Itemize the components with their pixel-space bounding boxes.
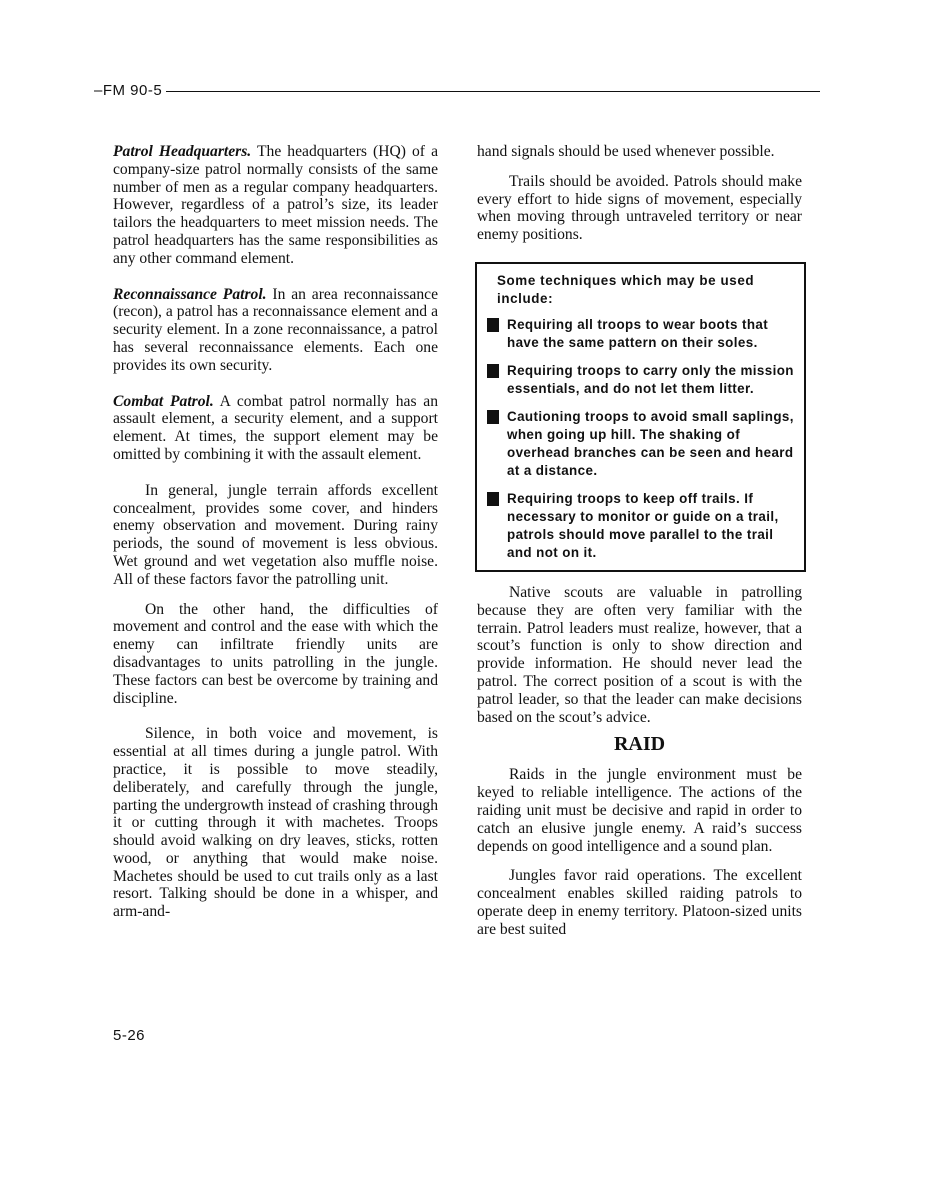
page-number: 5-26: [113, 1027, 146, 1044]
text-combat-patrol: A combat patrol normally has an assault element, a security element, and a support element. At times, the support element may be omitted by combining it with the assault element.: [113, 392, 438, 463]
technique-item: [485, 362, 798, 398]
paragraph-jungle-terrain: In general, jungle terrain affords excellent concealment, provides some cover, and hinders enemy observation and movement. During rainy periods, the sound of movement is less obvious. Wet ground and wet vegetation also muffle noise. All of these factors favor the patrolling unit.: [113, 481, 438, 588]
paragraph-raids: Raids in the jungle environment must be keyed to reliable intelligence. The actions of the raiding unit must be decisive and rapid in order to catch an elusive jungle enemy. A raid’s success depends on good intelligence and a sound plan.: [477, 766, 802, 855]
runin-heading-patrol-headquarters: Patrol Headquarters.: [113, 143, 252, 160]
paragraph-difficulties: On the other hand, the difficulties of movement and control and the ease with which the enemy can infiltrate friendly units are disadvantages to units patrolling in the jungle. These factors can best be overcome by training and discipline.: [113, 600, 438, 707]
manual-code: –FM 90-5: [94, 82, 166, 100]
technique-text: Requiring all troops to wear boots that have the same pattern on their soles.: [507, 316, 769, 350]
paragraph-trails: Trails should be avoided. Patrols should make every effort to hide signs of movement, especially when moving through untraveled territory or near enemy positions.: [477, 172, 802, 244]
square-bullet-icon: [487, 410, 499, 424]
technique-text: Requiring troops to carry only the mission essentials, and do not let them litter.: [507, 362, 794, 396]
paragraph-native-scouts: Native scouts are valuable in patrolling because they are often very familiar with the terrain. Patrol leaders must realize, however, that a scout’s function is only to show direction and provide information. He should never lead the patrol. The correct position of a scout is with the patrol leader, so that the leader can make decisions based on the scout’s advice.: [477, 583, 802, 726]
technique-text: Requiring troops to keep off trails. If necessary to monitor or guide on a trail, patrols should move parallel to the trail and not on it.: [507, 490, 779, 560]
section-heading-raid: RAID: [613, 733, 666, 756]
left-column: [113, 143, 438, 921]
paragraph-patrol-headquarters: [113, 143, 438, 268]
technique-item: [485, 408, 798, 480]
technique-text: Cautioning troops to avoid small saplings, when going up hill. The shaking of overhead branches can be seen and heard at a distance.: [507, 408, 794, 478]
square-bullet-icon: [487, 364, 499, 378]
square-bullet-icon: [487, 492, 499, 506]
paragraph-jungles-favor-raids: Jungles favor raid operations. The excellent concealment enables skilled raiding patrols to operate deep in enemy territory. Platoon-sized units are best suited: [477, 867, 802, 938]
header-rule: [94, 91, 820, 92]
paragraph-silence: Silence, in both voice and movement, is essential at all times during a jungle patrol. With practice, it is possible to move steadily, deliberately, and carefully through the jungle, parting the undergrowth instead of crashing through it or cutting through it with machetes. Troops should avoid walking on dry leaves, sticks, rotten wood, or anything that would make noise. Machetes should be used to cut trails only as a last resort. Talking should be done in a whisper, and arm-and-: [113, 725, 438, 921]
runin-heading-combat-patrol: Combat Patrol.: [113, 392, 214, 410]
right-column: [477, 143, 802, 939]
text-patrol-headquarters: The headquarters (HQ) of a company-size patrol normally consists of the same number of men as a regular company headquarters. However, regardless of a patrol’s size, its leader tailors the headquarters to meet mission needs. The patrol headquarters has the same responsibilities as any other command element.: [113, 143, 438, 267]
technique-item: [485, 490, 798, 562]
runin-heading-reconnaissance-patrol: Reconnaissance Patrol.: [113, 285, 267, 303]
paragraph-combat-patrol: [113, 393, 438, 464]
technique-item: [485, 316, 798, 352]
techniques-intro: Some techniques which may be used include:: [497, 272, 755, 306]
paragraph-reconnaissance-patrol: [113, 286, 438, 375]
text-reconnaissance-patrol: In an area reconnaissance (recon), a patrol has a reconnaissance element and a security element. In a zone reconnaissance, a patrol has several reconnaissance elements. Each one provides its own security.: [113, 285, 438, 374]
square-bullet-icon: [487, 318, 499, 332]
page-header: [94, 82, 820, 102]
techniques-box: [475, 262, 806, 572]
paragraph-hand-signals: hand signals should be used whenever possible.: [477, 143, 775, 160]
